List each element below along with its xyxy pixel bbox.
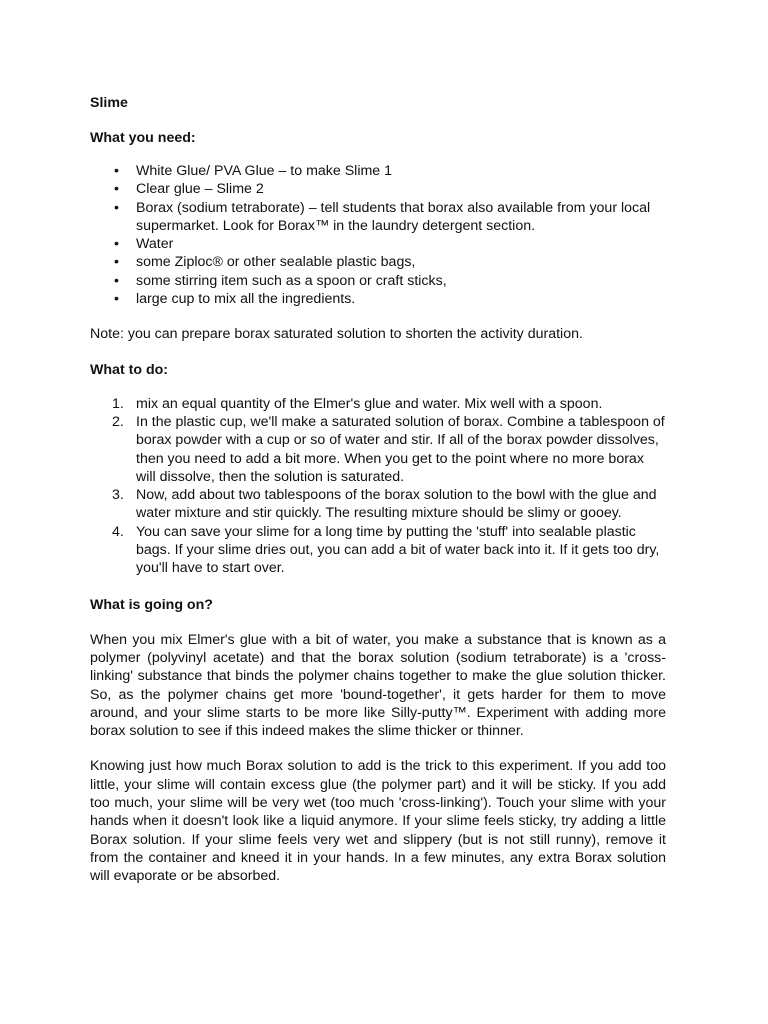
material-item: • Borax (sodium tetraborate) – tell students that borax also available from your local supermarket. Look for Borax™ in the laundry detergent section. (90, 199, 666, 236)
step-number: 1. (112, 395, 124, 412)
step-text: You can save your slime for a long time by putting the 'stuff' into sealable plastic bags. If your slime dries out, you can add a bit of water back into it. If it gets too dry, you'll have to start over. (136, 523, 660, 577)
explanation-paragraph: When you mix Elmer's glue with a bit of water, you make a substance that is known as a polymer (polyvinyl acetate) and that the borax solution (sodium tetraborate) is a 'cross-linking' substance that binds the polymer chains together to make the glue solution thicker. So, as the polymer chains get more 'bound-together', it gets harder for them to move around, and your slime starts to be more like Silly-putty™. Experiment with adding more borax solution to see if this indeed makes the slime thicker or thinner. (90, 631, 666, 740)
material-item: • Clear glue – Slime 2 (90, 180, 666, 198)
material-item: • large cup to mix all the ingredients. (90, 290, 666, 308)
note-paragraph: Note: you can prepare borax saturated solution to shorten the activity duration. (90, 326, 583, 343)
document-page (90, 94, 666, 903)
step-text: Now, add about two tablespoons of the borax solution to the bowl with the glue and water mixture and stir quickly. The resulting mixture should be slimy or gooey. (136, 487, 657, 522)
step-item (90, 413, 666, 486)
material-item: • some stirring item such as a spoon or craft sticks, (90, 272, 666, 290)
what-you-need-heading: What you need: (90, 130, 196, 146)
explanation-paragraph: Knowing just how much Borax solution to add is the trick to this experiment. If you add too little, your slime will contain excess glue (the polymer part) and it will be sticky. If you add too much, your slime will be very wet (too much 'cross-linking'). Touch your slime with your hands when it doesn't look like a liquid anymore. If your slime feels sticky, try adding a little Borax solution. If your slime feels very wet and slippery (but is not still runny), remove it from the container and kneed it in your hands. In a few minutes, any extra Borax solution will evaporate or be absorbed. (90, 758, 666, 885)
step-number: 2. (112, 413, 124, 430)
step-item (90, 486, 666, 523)
materials-list (90, 162, 666, 308)
material-item: • Water (90, 235, 666, 253)
step-number: 3. (112, 487, 124, 504)
material-item: • White Glue/ PVA Glue – to make Slime 1 (90, 162, 666, 180)
document-title: Slime (90, 95, 128, 111)
step-item (90, 395, 666, 413)
step-number: 4. (112, 523, 124, 540)
steps-list (90, 395, 666, 578)
step-text: In the plastic cup, we'll make a saturated solution of borax. Combine a tablespoon of borax powder with a cup or so of water and stir. If all of the borax powder dissolves, then you need to add a bit more. When you get to the point where no more borax will dissolve, then the solution is saturated. (136, 413, 665, 485)
step-text: mix an equal quantity of the Elmer's glue and water. Mix well with a spoon. (136, 395, 603, 412)
material-item: • some Ziploc® or other sealable plastic bags, (90, 253, 666, 271)
step-item (90, 523, 666, 578)
what-is-going-on-heading: What is going on? (90, 596, 213, 613)
what-to-do-heading: What to do: (90, 361, 169, 378)
